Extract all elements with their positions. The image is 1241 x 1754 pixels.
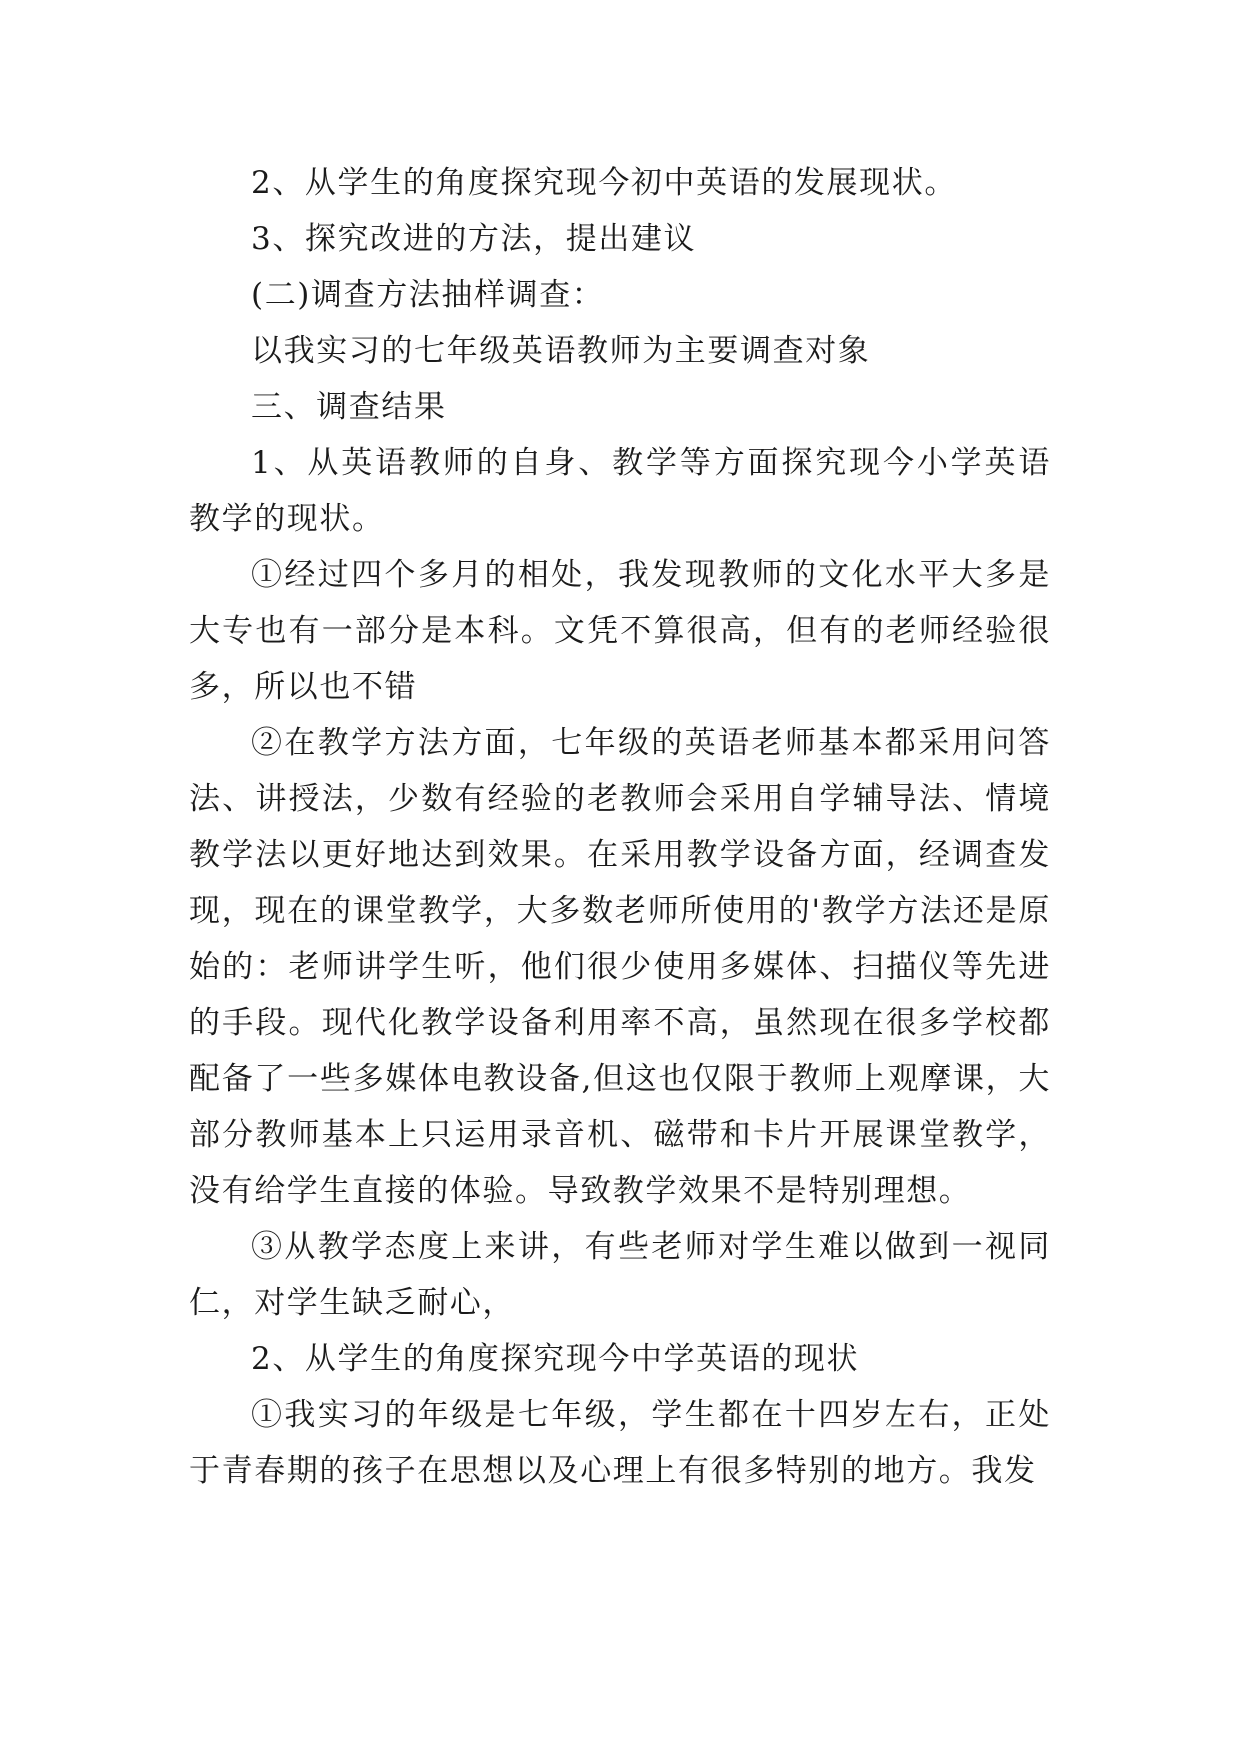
paragraph-objective-2: 2、从学生的角度探究现今初中英语的发展现状。: [251, 165, 957, 201]
paragraph-result-2: 2、从学生的角度探究现今中学英语的现状: [251, 1341, 860, 1377]
paragraph-result-1: 1、从英语教师的自身、教学等方面探究现今小学英语教学的现状。: [189, 445, 1051, 537]
document-body: [189, 155, 1051, 1499]
paragraph-survey-target: 以我实习的七年级英语教师为主要调查对象: [251, 333, 871, 369]
paragraph-teaching-attitude: ③从教学态度上来讲，有些老师对学生难以做到一视同仁，对学生缺乏耐心，: [189, 1229, 1051, 1321]
paragraph-method-heading: (二)调查方法抽样调查：: [251, 277, 605, 313]
section-heading-results: 三、调查结果: [251, 389, 447, 425]
paragraph-objective-3: 3、探究改进的方法，提出建议: [251, 221, 697, 257]
paragraph-teaching-methods: ②在教学方法方面，七年级的英语老师基本都采用问答法、讲授法，少数有经验的老教师会采用自学辅导法、情境教学法以更好地达到效果。在采用教学设备方面，经调查发现，现在的课堂教学，大多数老师所使用的'教学方法还是原始的：老师讲学生听，他们很少使用多媒体、扫描仪等先进的手段。现代化教学设备利用率不高，虽然现在很多学校都配备了一些多媒体电教设备,但这也仅限于教师上观摩课，大部分教师基本上只运用录音机、磁带和卡片开展课堂教学，没有给学生直接的体验。导致教学效果不是特别理想。: [189, 725, 1051, 1209]
paragraph-student-age: ①我实习的年级是七年级，学生都在十四岁左右，正处于青春期的孩子在思想以及心理上有很多特别的地方。我发: [189, 1397, 1051, 1489]
paragraph-teacher-education: ①经过四个多月的相处，我发现教师的文化水平大多是大专也有一部分是本科。文凭不算很高，但有的老师经验很多，所以也不错: [189, 557, 1051, 705]
